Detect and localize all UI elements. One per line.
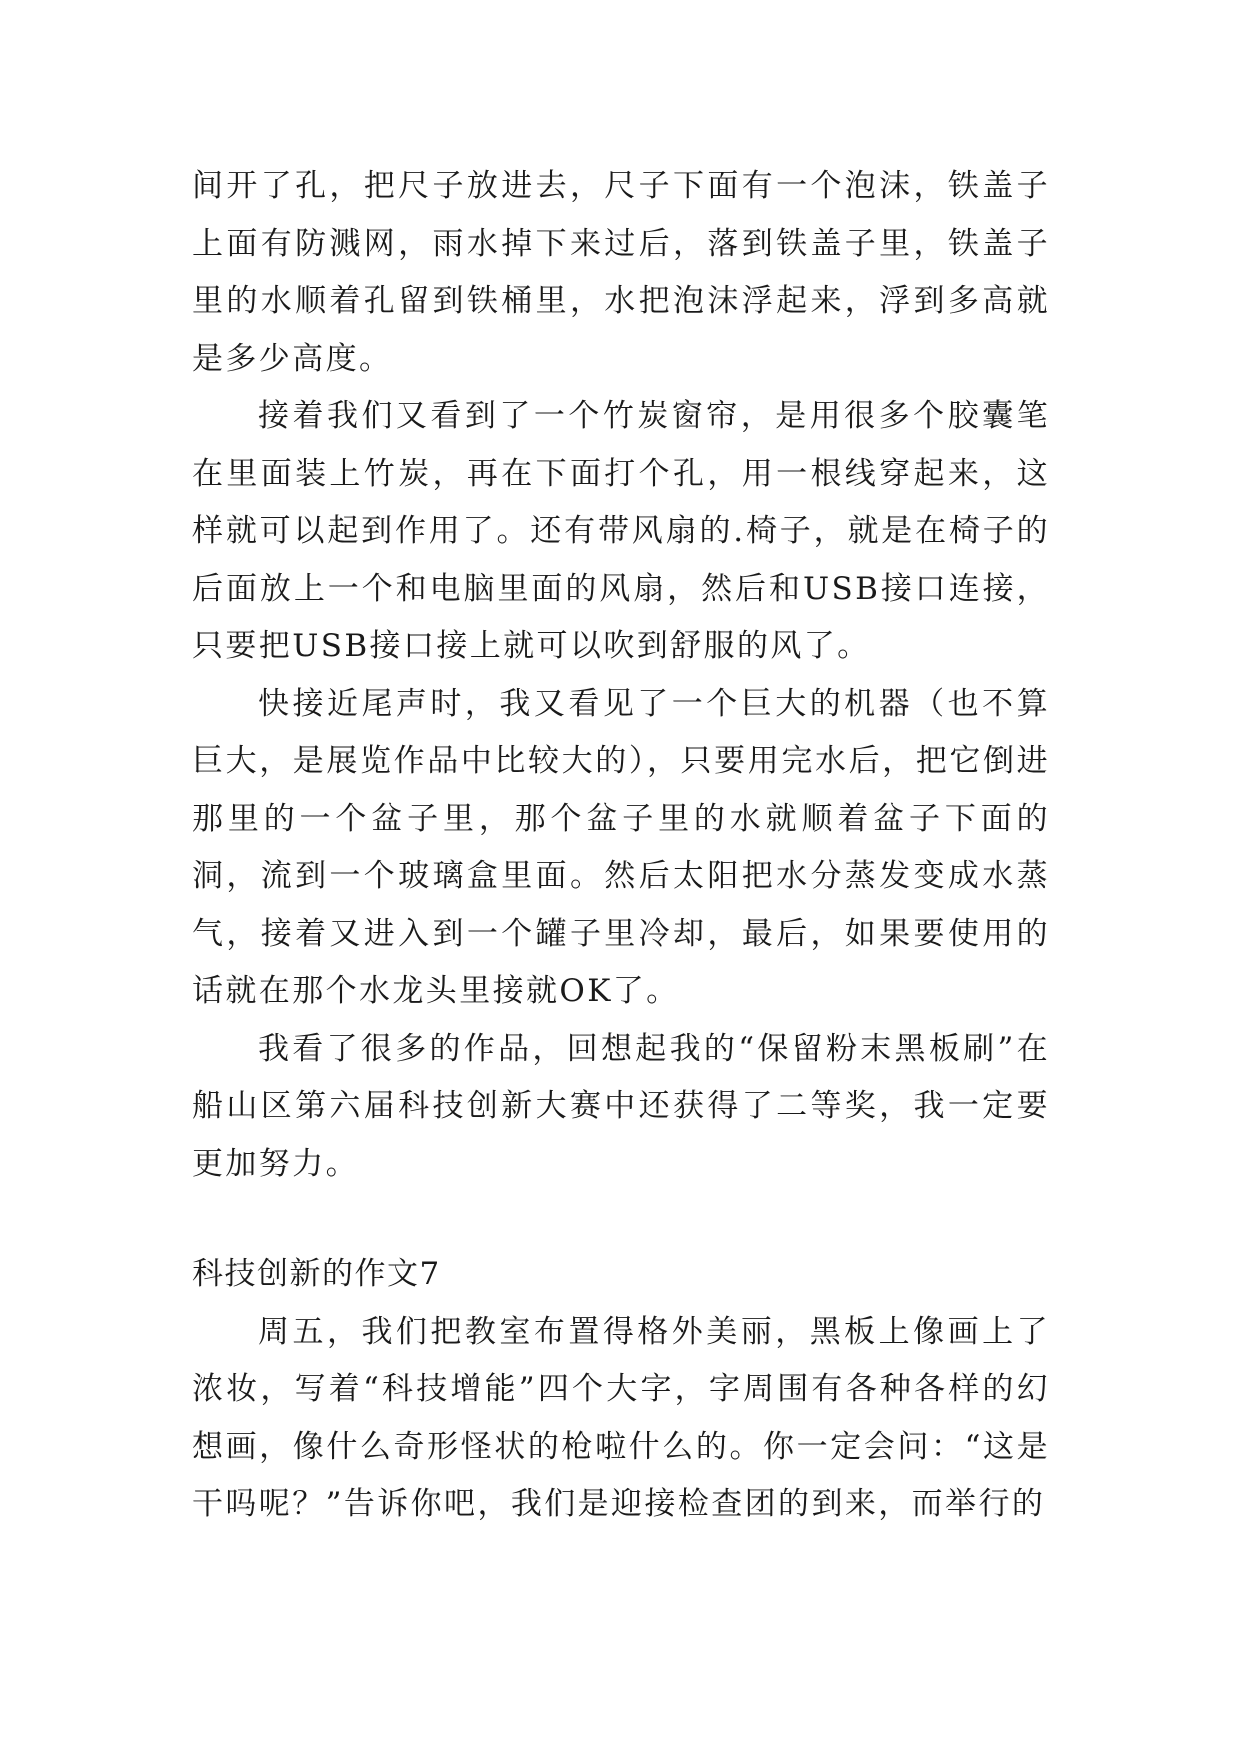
section-title: 科技创新的作文7 (192, 1256, 441, 1292)
paragraph-conclusion: 我看了很多的作品，回想起我的“保留粉末黑板刷”在船山区第六届科技创新大赛中还获得了二等奖，我一定要更加努力。 (192, 1030, 1050, 1182)
paragraph-water-machine: 快接近尾声时，我又看见了一个巨大的机器（也不算巨大，是展览作品中比较大的），只要用完水后，把它倒进那里的一个盆子里，那个盆子里的水就顺着盆子下面的洞，流到一个玻璃盒里面。然后太阳把水分蒸发变成水蒸气，接着又进入到一个罐子里冷却，最后，如果要使用的话就在那个水龙头里接就OK了。 (192, 685, 1050, 1009)
paragraph-bamboo-curtain: 接着我们又看到了一个竹炭窗帘，是用很多个胶囊笔在里面装上竹炭，再在下面打个孔，用一根线穿起来，这样就可以起到作用了。还有带风扇的.椅子，就是在椅子的后面放上一个和电脑里面的风扇，然后和USB接口连接，只要把USB接口接上就可以吹到舒服的风了。 (192, 398, 1050, 664)
paragraph-friday: 周五，我们把教室布置得格外美丽，黑板上像画上了浓妆，写着“科技增能”四个大字，字周围有各种各样的幻想画，像什么奇形怪状的枪啦什么的。你一定会问：“这是干吗呢？”告诉你吧，我们是迎接检查团的到来，而举行的 (192, 1313, 1050, 1522)
document-page (192, 158, 1050, 1534)
paragraph-continuation: 间开了孔，把尺子放进去，尺子下面有一个泡沫，铁盖子上面有防溅网，雨水掉下来过后，落到铁盖子里，铁盖子里的水顺着孔留到铁桶里，水把泡沫浮起来，浮到多高就是多少高度。 (192, 168, 1050, 377)
